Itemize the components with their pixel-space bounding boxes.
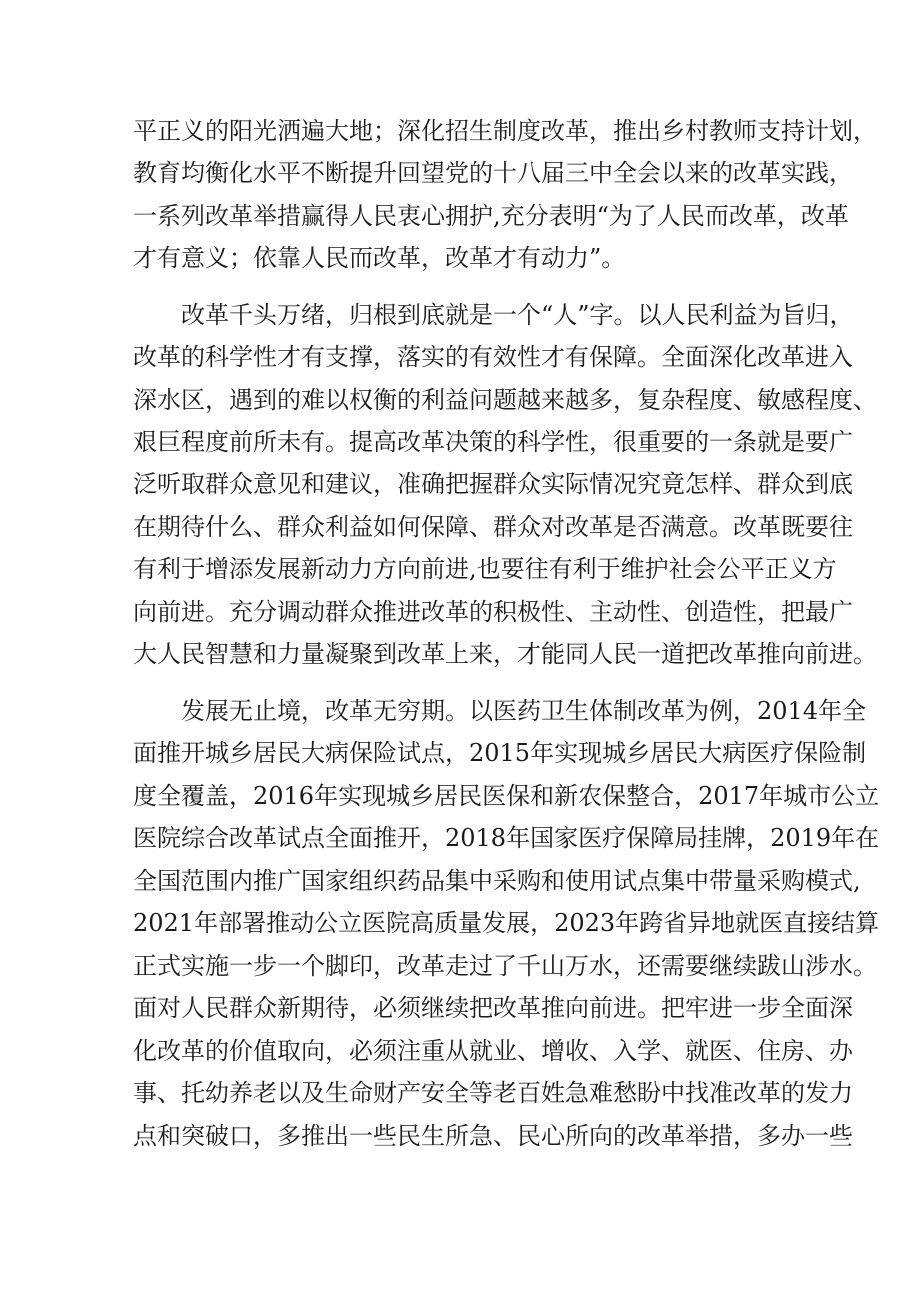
text-line: 泛听取群众意见和建议，准确把握群众实际情况究竟怎样、群众到底 (133, 470, 853, 498)
text-line: 有利于增添发展新动力方向前进,也要往有利于维护社会公平正义方 (133, 555, 837, 583)
text-line: 才有意义；依靠人民而改革，改革才有动力”。 (133, 244, 626, 272)
text-line: 点和突破口，多推出一些民生所急、民心所向的改革举措，多办一些 (133, 1122, 853, 1150)
text-line: 面推开城乡居民大病保险试点，2015年实现城乡居民大病医疗保险制 (133, 739, 867, 767)
text-line: 全国范围内推广国家组织药品集中采购和使用试点集中带量采购模式, (133, 867, 861, 895)
text-line: 面对人民群众新期待，必须继续把改革推向前进。把牢进一步全面深 (133, 994, 853, 1022)
text-line: 医院综合改革试点全面推开，2018年国家医疗保障局挂牌，2019年在 (133, 824, 880, 852)
text-line: 在期待什么、群众利益如何保障、群众对改革是否满意。改革既要往 (133, 513, 853, 541)
text-line: 深水区，遇到的难以权衡的利益问题越来越多，复杂程度、敏感程度、 (133, 386, 877, 414)
text-line: 平正义的阳光洒遍大地；深化招生制度改革，推出乡村教师支持计划， (133, 117, 877, 145)
paragraph-first-line: 改革千头万绪，归根到底就是一个“人”字。以人民利益为旨归， (181, 301, 854, 329)
text-line: 正式实施一步一个脚印，改革走过了千山万水，还需要继续跋山涉水。 (133, 952, 877, 980)
text-line: 大人民智慧和力量凝聚到改革上来，才能同人民一道把改革推向前进。 (133, 640, 877, 668)
text-line: 教育均衡化水平不断提升回望党的十八届三中全会以来的改革实践， (133, 159, 853, 187)
text-line: 度全覆盖，2016年实现城乡居民医保和新农保整合，2017年城市公立 (133, 782, 880, 810)
text-line: 一系列改革举措赢得人民衷心拥护,充分表明“为了人民而改革，改革 (133, 202, 849, 230)
text-line: 2021年部署推动公立医院高质量发展，2023年跨省异地就医直接结算 (133, 909, 880, 937)
text-line: 改革的科学性才有支撑，落实的有效性才有保障。全面深化改革进入 (133, 343, 853, 371)
text-line: 化改革的价值取向，必须注重从就业、增收、入学、就医、住房、办 (133, 1037, 853, 1065)
text-line: 艰巨程度前所未有。提高改革决策的科学性，很重要的一条就是要广 (133, 428, 853, 456)
text-line: 事、托幼养老以及生命财产安全等老百姓急难愁盼中找准改革的发力 (133, 1079, 853, 1107)
paragraph-first-line: 发展无止境，改革无穷期。以医药卫生体制改革为例，2014年全 (181, 697, 867, 725)
text-line: 向前进。充分调动群众推进改革的积极性、主动性、创造性，把最广 (133, 598, 853, 626)
